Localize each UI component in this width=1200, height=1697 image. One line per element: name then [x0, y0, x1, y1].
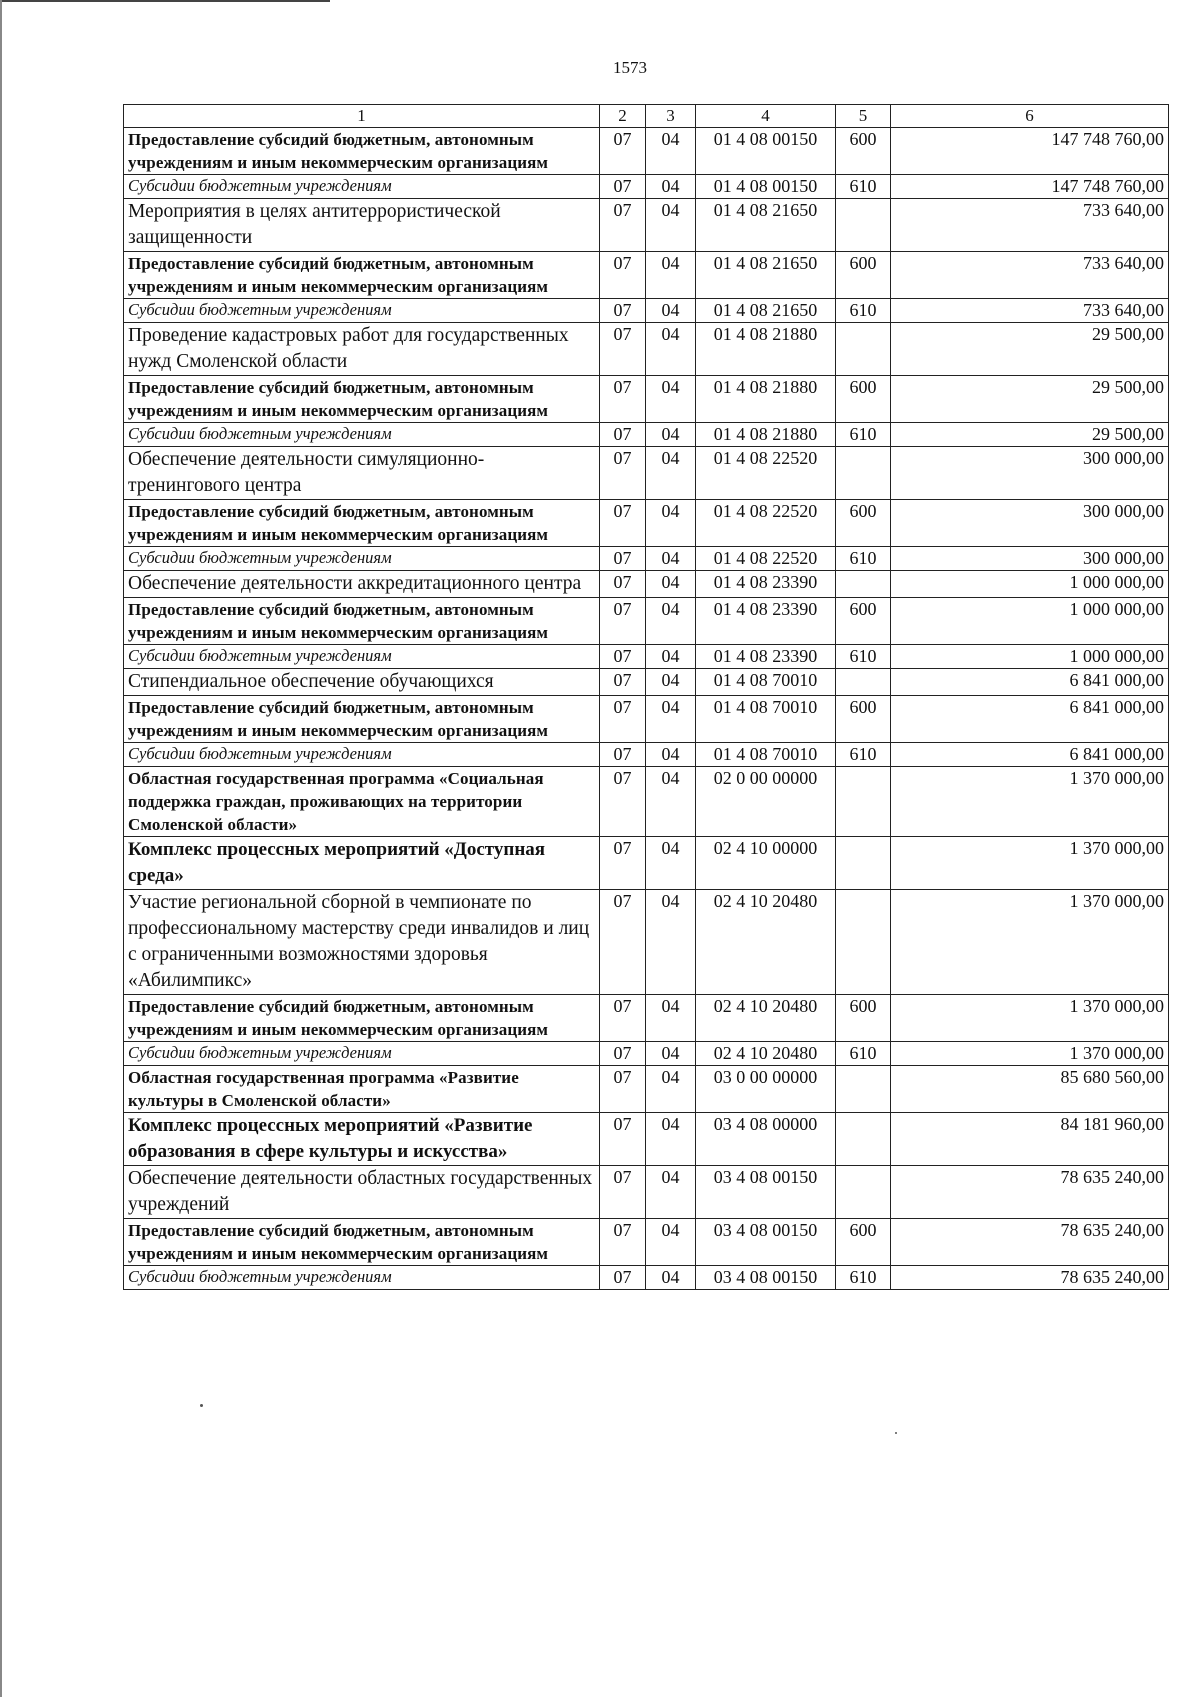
row-name-cell: Предоставление субсидий бюджетным, автономным учреждениям и иным некоммерческим организациям	[124, 598, 600, 645]
header-col-1: 1	[124, 105, 600, 128]
table-row	[124, 696, 1169, 743]
row-amount-cell: 1 370 000,00	[891, 767, 1169, 837]
row-target-article-cell: 01 4 08 21880	[696, 423, 836, 447]
row-expense-type-cell	[836, 890, 891, 995]
row-expense-type-cell: 600	[836, 128, 891, 175]
row-section-cell: 07	[600, 199, 646, 252]
row-expense-type-cell	[836, 1066, 891, 1113]
row-amount-cell: 29 500,00	[891, 423, 1169, 447]
row-target-article-cell: 01 4 08 22520	[696, 547, 836, 571]
table-body	[124, 128, 1169, 1290]
row-amount-cell: 733 640,00	[891, 199, 1169, 252]
row-subsection-cell: 04	[646, 175, 696, 199]
table-row	[124, 376, 1169, 423]
row-name-cell: Обеспечение деятельности симуляционно-тренингового центра	[124, 447, 600, 500]
row-expense-type-cell: 610	[836, 1042, 891, 1066]
row-expense-type-cell: 600	[836, 995, 891, 1042]
row-target-article-cell: 01 4 08 21650	[696, 252, 836, 299]
scan-edge-left	[0, 0, 2, 1697]
row-section-cell: 07	[600, 1266, 646, 1290]
row-amount-cell: 733 640,00	[891, 299, 1169, 323]
row-target-article-cell: 02 4 10 00000	[696, 837, 836, 890]
table-row	[124, 669, 1169, 696]
row-subsection-cell: 04	[646, 299, 696, 323]
row-name-cell: Субсидии бюджетным учреждениям	[124, 645, 600, 669]
table-row	[124, 645, 1169, 669]
row-amount-cell: 1 000 000,00	[891, 571, 1169, 598]
row-expense-type-cell: 610	[836, 175, 891, 199]
table-header-row	[124, 105, 1169, 128]
row-expense-type-cell: 600	[836, 252, 891, 299]
table-row	[124, 767, 1169, 837]
row-expense-type-cell: 610	[836, 645, 891, 669]
table-row	[124, 547, 1169, 571]
row-section-cell: 07	[600, 995, 646, 1042]
row-subsection-cell: 04	[646, 837, 696, 890]
row-section-cell: 07	[600, 547, 646, 571]
row-expense-type-cell	[836, 837, 891, 890]
row-section-cell: 07	[600, 669, 646, 696]
row-target-article-cell: 02 4 10 20480	[696, 890, 836, 995]
table-row	[124, 447, 1169, 500]
table-row	[124, 598, 1169, 645]
row-section-cell: 07	[600, 500, 646, 547]
scan-speck	[200, 1404, 203, 1407]
page-number: 1573	[613, 58, 647, 77]
row-amount-cell: 300 000,00	[891, 447, 1169, 500]
table-row	[124, 743, 1169, 767]
row-target-article-cell: 02 0 00 00000	[696, 767, 836, 837]
row-target-article-cell: 03 0 00 00000	[696, 1066, 836, 1113]
table-row	[124, 571, 1169, 598]
row-amount-cell: 300 000,00	[891, 547, 1169, 571]
table-row	[124, 175, 1169, 199]
row-section-cell: 07	[600, 299, 646, 323]
row-target-article-cell: 01 4 08 00150	[696, 175, 836, 199]
row-name-cell: Мероприятия в целях антитеррористической защищенности	[124, 199, 600, 252]
row-name-cell: Предоставление субсидий бюджетным, автономным учреждениям и иным некоммерческим организациям	[124, 252, 600, 299]
scan-edge-top	[0, 0, 330, 2]
row-amount-cell: 1 000 000,00	[891, 598, 1169, 645]
row-subsection-cell: 04	[646, 423, 696, 447]
row-name-cell: Субсидии бюджетным учреждениям	[124, 299, 600, 323]
row-amount-cell: 6 841 000,00	[891, 696, 1169, 743]
table-row	[124, 500, 1169, 547]
row-subsection-cell: 04	[646, 1166, 696, 1219]
row-name-cell: Областная государственная программа «Развитие культуры в Смоленской области»	[124, 1066, 600, 1113]
row-section-cell: 07	[600, 323, 646, 376]
row-expense-type-cell	[836, 323, 891, 376]
row-amount-cell: 6 841 000,00	[891, 669, 1169, 696]
row-subsection-cell: 04	[646, 1113, 696, 1166]
table-row	[124, 423, 1169, 447]
row-amount-cell: 147 748 760,00	[891, 175, 1169, 199]
row-section-cell: 07	[600, 767, 646, 837]
row-amount-cell: 29 500,00	[891, 376, 1169, 423]
row-name-cell: Предоставление субсидий бюджетным, автономным учреждениям и иным некоммерческим организациям	[124, 696, 600, 743]
row-subsection-cell: 04	[646, 696, 696, 743]
row-expense-type-cell	[836, 767, 891, 837]
row-subsection-cell: 04	[646, 547, 696, 571]
row-expense-type-cell: 610	[836, 743, 891, 767]
row-amount-cell: 84 181 960,00	[891, 1113, 1169, 1166]
row-name-cell: Предоставление субсидий бюджетным, автономным учреждениям и иным некоммерческим организациям	[124, 995, 600, 1042]
table-row	[124, 890, 1169, 995]
row-subsection-cell: 04	[646, 447, 696, 500]
row-amount-cell: 29 500,00	[891, 323, 1169, 376]
row-name-cell: Областная государственная программа «Социальная поддержка граждан, проживающих на территории Смоленской области»	[124, 767, 600, 837]
row-subsection-cell: 04	[646, 1042, 696, 1066]
header-col-4: 4	[696, 105, 836, 128]
row-target-article-cell: 01 4 08 23390	[696, 645, 836, 669]
row-section-cell: 07	[600, 743, 646, 767]
row-subsection-cell: 04	[646, 199, 696, 252]
row-expense-type-cell: 610	[836, 423, 891, 447]
row-section-cell: 07	[600, 423, 646, 447]
row-name-cell: Комплекс процессных мероприятий «Доступная среда»	[124, 837, 600, 890]
row-section-cell: 07	[600, 1042, 646, 1066]
row-subsection-cell: 04	[646, 598, 696, 645]
table-row	[124, 1266, 1169, 1290]
row-subsection-cell: 04	[646, 743, 696, 767]
table-row	[124, 323, 1169, 376]
row-section-cell: 07	[600, 128, 646, 175]
row-expense-type-cell: 610	[836, 547, 891, 571]
row-amount-cell: 78 635 240,00	[891, 1166, 1169, 1219]
row-expense-type-cell: 600	[836, 696, 891, 743]
row-subsection-cell: 04	[646, 645, 696, 669]
row-section-cell: 07	[600, 571, 646, 598]
row-amount-cell: 6 841 000,00	[891, 743, 1169, 767]
row-name-cell: Субсидии бюджетным учреждениям	[124, 1266, 600, 1290]
row-amount-cell: 300 000,00	[891, 500, 1169, 547]
row-name-cell: Субсидии бюджетным учреждениям	[124, 423, 600, 447]
row-section-cell: 07	[600, 890, 646, 995]
row-name-cell: Стипендиальное обеспечение обучающихся	[124, 669, 600, 696]
row-target-article-cell: 03 4 08 00150	[696, 1219, 836, 1266]
row-amount-cell: 85 680 560,00	[891, 1066, 1169, 1113]
row-expense-type-cell: 600	[836, 500, 891, 547]
row-expense-type-cell	[836, 1166, 891, 1219]
row-target-article-cell: 03 4 08 00150	[696, 1266, 836, 1290]
row-amount-cell: 78 635 240,00	[891, 1219, 1169, 1266]
row-expense-type-cell: 610	[836, 299, 891, 323]
row-amount-cell: 1 370 000,00	[891, 995, 1169, 1042]
row-name-cell: Предоставление субсидий бюджетным, автономным учреждениям и иным некоммерческим организациям	[124, 376, 600, 423]
row-target-article-cell: 02 4 10 20480	[696, 1042, 836, 1066]
row-expense-type-cell: 600	[836, 598, 891, 645]
row-name-cell: Субсидии бюджетным учреждениям	[124, 547, 600, 571]
header-col-3: 3	[646, 105, 696, 128]
row-name-cell: Субсидии бюджетным учреждениям	[124, 1042, 600, 1066]
row-amount-cell: 733 640,00	[891, 252, 1169, 299]
row-name-cell: Предоставление субсидий бюджетным, автономным учреждениям и иным некоммерческим организациям	[124, 500, 600, 547]
row-target-article-cell: 01 4 08 22520	[696, 500, 836, 547]
row-section-cell: 07	[600, 252, 646, 299]
row-section-cell: 07	[600, 1066, 646, 1113]
table-row	[124, 995, 1169, 1042]
row-name-cell: Обеспечение деятельности областных государственных учреждений	[124, 1166, 600, 1219]
row-target-article-cell: 01 4 08 23390	[696, 598, 836, 645]
table-row	[124, 299, 1169, 323]
table-row	[124, 1066, 1169, 1113]
row-name-cell: Комплекс процессных мероприятий «Развитие образования в сфере культуры и искусства»	[124, 1113, 600, 1166]
row-target-article-cell: 03 4 08 00000	[696, 1113, 836, 1166]
row-amount-cell: 1 370 000,00	[891, 1042, 1169, 1066]
row-subsection-cell: 04	[646, 767, 696, 837]
row-target-article-cell: 02 4 10 20480	[696, 995, 836, 1042]
row-subsection-cell: 04	[646, 1266, 696, 1290]
row-amount-cell: 147 748 760,00	[891, 128, 1169, 175]
row-subsection-cell: 04	[646, 890, 696, 995]
row-target-article-cell: 01 4 08 23390	[696, 571, 836, 598]
budget-table	[123, 104, 1169, 1290]
table-row	[124, 1219, 1169, 1266]
row-amount-cell: 1 370 000,00	[891, 890, 1169, 995]
row-target-article-cell: 01 4 08 70010	[696, 696, 836, 743]
header-col-2: 2	[600, 105, 646, 128]
row-section-cell: 07	[600, 376, 646, 423]
row-target-article-cell: 01 4 08 70010	[696, 743, 836, 767]
row-amount-cell: 1 000 000,00	[891, 645, 1169, 669]
header-col-5: 5	[836, 105, 891, 128]
row-subsection-cell: 04	[646, 323, 696, 376]
row-subsection-cell: 04	[646, 571, 696, 598]
row-section-cell: 07	[600, 1166, 646, 1219]
scan-speck	[895, 1432, 897, 1434]
row-target-article-cell: 01 4 08 21880	[696, 376, 836, 423]
row-section-cell: 07	[600, 696, 646, 743]
row-section-cell: 07	[600, 1219, 646, 1266]
row-name-cell: Предоставление субсидий бюджетным, автономным учреждениям и иным некоммерческим организациям	[124, 128, 600, 175]
row-subsection-cell: 04	[646, 252, 696, 299]
row-expense-type-cell: 610	[836, 1266, 891, 1290]
row-subsection-cell: 04	[646, 1219, 696, 1266]
row-name-cell: Обеспечение деятельности аккредитационного центра	[124, 571, 600, 598]
row-section-cell: 07	[600, 645, 646, 669]
row-target-article-cell: 01 4 08 21650	[696, 299, 836, 323]
row-target-article-cell: 01 4 08 00150	[696, 128, 836, 175]
row-expense-type-cell	[836, 199, 891, 252]
row-subsection-cell: 04	[646, 376, 696, 423]
row-amount-cell: 1 370 000,00	[891, 837, 1169, 890]
row-name-cell: Предоставление субсидий бюджетным, автономным учреждениям и иным некоммерческим организациям	[124, 1219, 600, 1266]
row-subsection-cell: 04	[646, 128, 696, 175]
row-name-cell: Участие региональной сборной в чемпионате по профессиональному мастерству среди инвалидов и лиц с ограниченными возможностями здоровья «Абилимпикс»	[124, 890, 600, 995]
row-target-article-cell: 01 4 08 22520	[696, 447, 836, 500]
row-section-cell: 07	[600, 1113, 646, 1166]
row-subsection-cell: 04	[646, 995, 696, 1042]
row-name-cell: Проведение кадастровых работ для государственных нужд Смоленской области	[124, 323, 600, 376]
table-row	[124, 1042, 1169, 1066]
row-amount-cell: 78 635 240,00	[891, 1266, 1169, 1290]
row-target-article-cell: 01 4 08 21880	[696, 323, 836, 376]
row-target-article-cell: 03 4 08 00150	[696, 1166, 836, 1219]
row-expense-type-cell: 600	[836, 1219, 891, 1266]
table-row	[124, 1113, 1169, 1166]
table-row	[124, 252, 1169, 299]
row-target-article-cell: 01 4 08 21650	[696, 199, 836, 252]
row-section-cell: 07	[600, 175, 646, 199]
table-row	[124, 199, 1169, 252]
row-expense-type-cell	[836, 571, 891, 598]
row-subsection-cell: 04	[646, 500, 696, 547]
row-target-article-cell: 01 4 08 70010	[696, 669, 836, 696]
row-section-cell: 07	[600, 447, 646, 500]
row-section-cell: 07	[600, 837, 646, 890]
table-row	[124, 128, 1169, 175]
row-expense-type-cell	[836, 1113, 891, 1166]
row-expense-type-cell: 600	[836, 376, 891, 423]
row-name-cell: Субсидии бюджетным учреждениям	[124, 743, 600, 767]
row-section-cell: 07	[600, 598, 646, 645]
table-row	[124, 837, 1169, 890]
table-row	[124, 1166, 1169, 1219]
row-subsection-cell: 04	[646, 669, 696, 696]
row-name-cell: Субсидии бюджетным учреждениям	[124, 175, 600, 199]
row-expense-type-cell	[836, 447, 891, 500]
header-col-6: 6	[891, 105, 1169, 128]
row-subsection-cell: 04	[646, 1066, 696, 1113]
row-expense-type-cell	[836, 669, 891, 696]
